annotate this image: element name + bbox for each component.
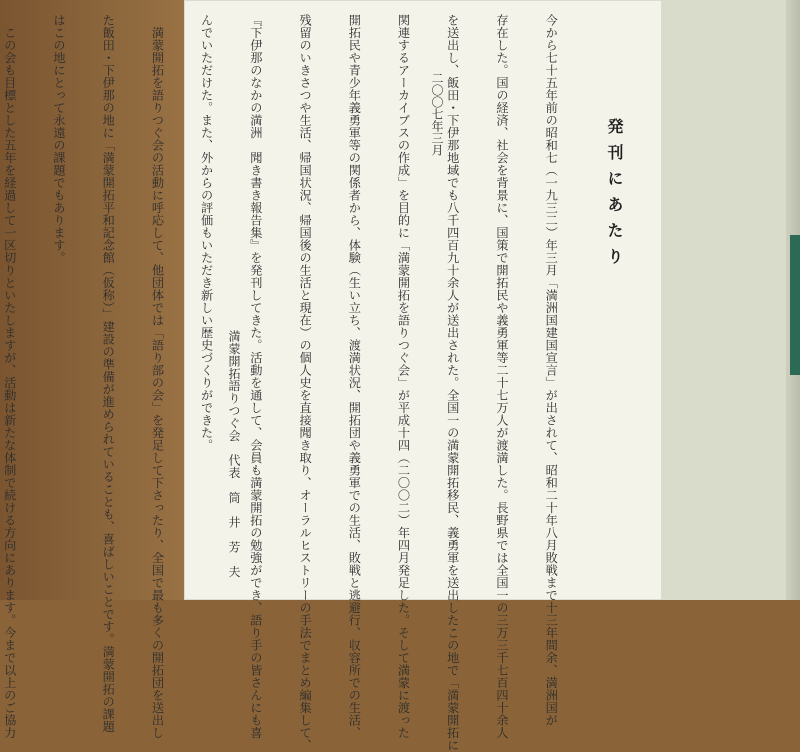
signature: 満蒙開拓語りつぐ会 代表 筒 井 芳 夫 <box>227 330 241 578</box>
body-line: 残留のいきさつや生活、帰国状況、帰国後の生活と現在）の個人史を直接聞き取り、オーラルヒストリーの手法でまとめ編集して、 <box>298 14 313 752</box>
document-page <box>2 0 662 752</box>
back-page <box>640 0 800 600</box>
body-line: を送出し、飯田・下伊那地域でも八千四百九十余人が送出された。全国一の満蒙開拓移民、義勇軍を送出したこの地で「満蒙開拓に <box>445 14 460 752</box>
body-line: 今から七十五年前の昭和七（一九三二）年三月「満洲国建国宣言」が出されて、昭和二十年八月敗戦まで十三年間余、満洲国が <box>544 14 559 727</box>
body-line: 開拓民や青少年義勇軍等の関係者から、体験（生い立ち、渡満状況、開拓団や義勇軍での生活、敗戦と逃避行、収容所での生活、 <box>347 14 362 739</box>
body-text <box>0 14 592 752</box>
body-line: 存在した。国の経済、社会を背景に、国策で開拓民や義勇軍等二十七万人が渡満した。長野県では全国一の三万三千七百四十余人 <box>494 14 509 739</box>
body-line: この会も目標とした五年を経過して一区切りといたしますが、活動は新たな体制で続ける方向にあります。今まで以上のご協力 <box>2 14 17 739</box>
body-line: はこの地にとって永遠の課題でもあります。 <box>52 14 66 264</box>
green-book-stripe <box>790 235 800 375</box>
body-line: 満蒙開拓を語りつぐ会の活動に呼応して、他団体では「語り部の会」を発足して下さったり、全国で最も多くの開拓団を送出し <box>150 14 165 739</box>
page-title: 発刊にあたり <box>605 118 624 274</box>
body-line: んでいただけた。また、外からの評価もいただき新しい歴史づくりができた。 <box>199 14 214 452</box>
publication-date: 二〇〇七年三月 <box>430 72 444 156</box>
body-line: 『下伊那のなかの満洲 聞き書き報告集』を発刊してきた。活動を通して、会員も満蒙開拓の勉強ができ、語り手の皆さんにも喜 <box>248 14 263 739</box>
body-line: た飯田・下伊那の地に「満蒙開拓平和記念館（仮称）」建設の準備が進められていることも、喜ばしいことです。満蒙開拓の課題 <box>101 14 116 733</box>
body-line: 関連するアーカイブスの作成」を目的に「満蒙開拓を語りつぐ会」が平成十四（二〇〇二）年四月発足した。そして満蒙に渡った <box>396 14 411 739</box>
